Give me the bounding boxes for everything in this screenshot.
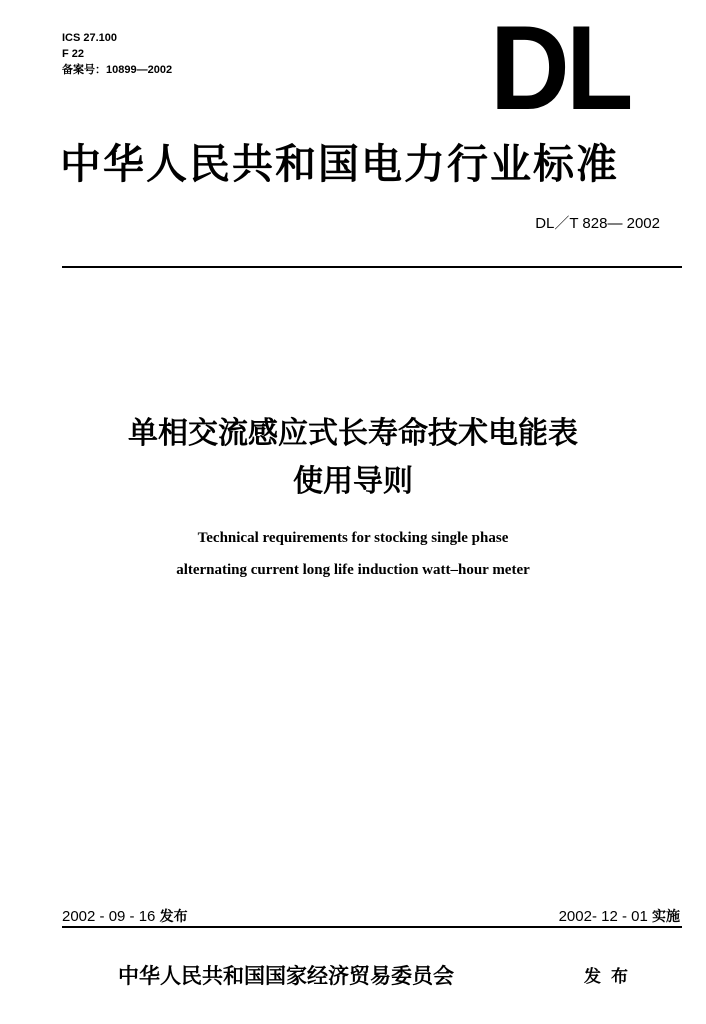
top-divider (62, 266, 682, 268)
issue-date: 2002 - 09 - 16 (62, 908, 156, 925)
ics-code: ICS 27.100 (62, 32, 118, 44)
title-cn-line-1: 单相交流感应式长寿命技术电能表 (128, 416, 578, 451)
standard-number: DL／T 828— 2002 (535, 215, 660, 232)
document-title-cn (0, 410, 706, 506)
publish-verb: 发布 (584, 967, 638, 987)
industry-standard-title: 中华人民共和国电力行业标准 (60, 140, 619, 188)
implement-label: 实施 (652, 909, 680, 925)
title-en-line-2: alternating current long life induction watt–hour meter (176, 562, 530, 578)
implement-date-block (559, 906, 680, 926)
filing-number: 备案号：10899—2002 (62, 64, 173, 76)
issue-date-block (62, 906, 188, 926)
implement-date: 2002- 12 - 01 (558, 908, 648, 925)
title-cn-line-2: 使用导则 (293, 464, 413, 499)
publisher-name: 中华人民共和国国家经济贸易委员会 (118, 963, 454, 988)
title-en-line-1: Technical requirements for stocking single phase (197, 530, 509, 546)
document-metadata (62, 30, 172, 78)
document-title-en (0, 522, 706, 586)
dl-logo: DL (490, 1, 630, 135)
classification-code: F 22 (62, 48, 85, 60)
issue-label: 发布 (159, 909, 188, 925)
bottom-divider (62, 926, 682, 928)
